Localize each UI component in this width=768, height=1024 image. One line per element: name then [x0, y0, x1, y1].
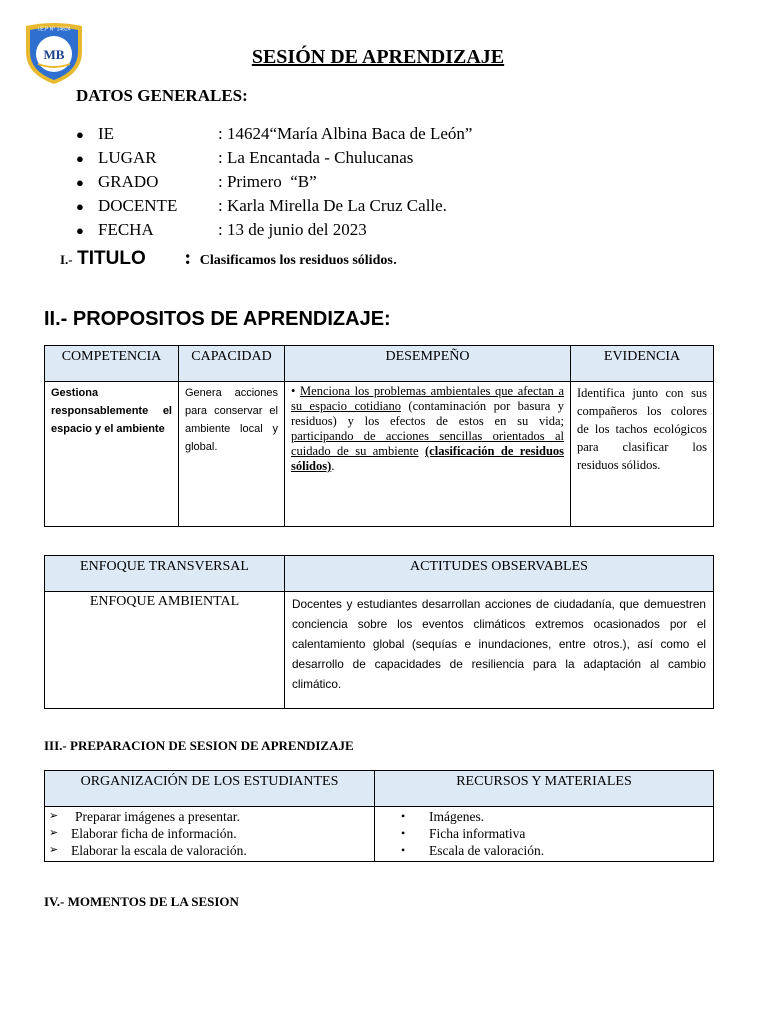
arrow-bullet-icon: ➢	[49, 810, 59, 822]
bullet-icon: ●	[76, 223, 84, 238]
col-competencia: COMPETENCIA	[45, 346, 179, 382]
bullet-icon: ●	[76, 175, 84, 190]
bullet-icon: •	[401, 843, 406, 857]
desempeno-part: .	[331, 459, 335, 473]
list-item-text: Elaborar la escala de valoración.	[71, 843, 247, 858]
propositos-heading: II.- PROPOSITOS DE APRENDIZAJE:	[44, 308, 391, 330]
organizacion-cell	[45, 807, 375, 862]
datos-value: : Karla Mirella De La Cruz Calle.	[218, 196, 447, 215]
momentos-heading: IV.- MOMENTOS DE LA SESION	[44, 894, 239, 909]
datos-value: : La Encantada - Chulucanas	[218, 148, 414, 167]
datos-row-fecha	[76, 218, 472, 242]
preparacion-table	[44, 770, 714, 862]
desempeno-part: (clasificación de residuos sólidos)	[291, 444, 565, 473]
titulo-text: Clasificamos los residuos sólidos	[199, 253, 393, 268]
datos-row-grado	[76, 170, 472, 194]
desempeno-part: participando de acciones sencillas orientados al cuidado de su ambiente	[291, 429, 564, 458]
list-item-text: Preparar imágenes a presentar.	[75, 809, 240, 824]
enfoque-table	[44, 555, 714, 709]
list-item	[379, 808, 709, 825]
datos-label: LUGAR	[98, 148, 157, 167]
datos-label: IE	[98, 124, 115, 143]
datos-value: : Primero “B”	[218, 172, 317, 191]
logo-top-text: I.E.P N° 14624	[37, 26, 71, 33]
bullet-icon: •	[401, 826, 406, 840]
datos-row-docente	[76, 194, 472, 218]
datos-value: : 14624“María Albina Baca de León”	[218, 124, 473, 143]
bullet-icon: ●	[76, 199, 84, 214]
bullet-icon: ●	[76, 151, 84, 166]
list-item	[379, 842, 709, 859]
datos-heading: DATOS GENERALES:	[76, 86, 248, 105]
list-item-text: Elaborar ficha de información.	[71, 826, 237, 841]
desempeno-part: Menciona los problemas ambientales que afectan a su espacio cotidiano	[291, 384, 564, 413]
col-evidencia: EVIDENCIA	[571, 346, 714, 382]
col-organizacion: ORGANIZACIÓN DE LOS ESTUDIANTES	[45, 771, 375, 807]
datos-label: DOCENTE	[98, 196, 178, 215]
capacidad-cell: Genera acciones para conservar el ambiente local y global.	[179, 382, 285, 527]
arrow-bullet-icon: ➢	[49, 827, 59, 839]
list-item-text: Imágenes.	[429, 809, 485, 824]
evidencia-cell: Identifica junto con sus compañeros los colores de los tachos ecológicos para clasificar los residuos sólidos.	[571, 382, 714, 527]
col-enfoque: ENFOQUE TRANSVERSAL	[45, 556, 285, 592]
datos-list	[76, 122, 472, 242]
competencia-cell: Gestiona responsablemente el espacio y el ambiente	[45, 382, 179, 527]
col-capacidad: CAPACIDAD	[179, 346, 285, 382]
titulo-colon: :	[184, 245, 192, 269]
list-item	[49, 825, 370, 842]
preparacion-heading: III.- PREPARACION DE SESION DE APRENDIZAJE	[44, 738, 354, 753]
datos-row-ie	[76, 122, 472, 146]
list-item-text: Ficha informativa	[429, 826, 526, 841]
col-desempeno: DESEMPEÑO	[285, 346, 571, 382]
logo-center-text: MB	[43, 47, 65, 62]
page-title: SESIÓN DE APRENDIZAJE	[251, 46, 505, 68]
datos-label: GRADO	[98, 172, 159, 191]
arrow-bullet-icon: ➢	[49, 844, 59, 856]
titulo-number: I.-	[60, 252, 73, 267]
list-item	[379, 825, 709, 842]
propositos-table	[44, 345, 714, 527]
col-recursos: RECURSOS Y MATERIALES	[375, 771, 714, 807]
titulo-end: .	[392, 248, 398, 268]
list-item-text: Escala de valoración.	[429, 843, 545, 858]
datos-value: : 13 de junio del 2023	[218, 220, 367, 239]
col-actitudes: ACTITUDES OBSERVABLES	[285, 556, 714, 592]
datos-row-lugar	[76, 146, 472, 170]
bullet-icon: ●	[76, 127, 84, 142]
desempeno-part: (contaminación por basura y residuos) y los efectos de estos en su vida;	[291, 399, 564, 428]
list-item	[49, 842, 370, 859]
bullet-icon: •	[401, 809, 406, 823]
enfoque-cell: ENFOQUE AMBIENTAL	[45, 592, 285, 709]
recursos-cell	[375, 807, 714, 862]
list-item	[49, 808, 370, 825]
titulo-line	[60, 245, 397, 270]
titulo-label: TITULO	[77, 248, 146, 269]
datos-label: FECHA	[98, 220, 154, 239]
actitudes-cell: Docentes y estudiantes desarrollan acciones de ciudadanía, que demuestren conciencia sobre los eventos climáticos extremos ocasionados por el calentamiento global (sequías e inundaciones, entre otros.), así como el desarrollo de capacidades de resiliencia para la adaptación al cambio climático.	[285, 592, 714, 709]
bullet-icon: •	[291, 384, 296, 398]
desempeno-cell	[285, 382, 571, 527]
